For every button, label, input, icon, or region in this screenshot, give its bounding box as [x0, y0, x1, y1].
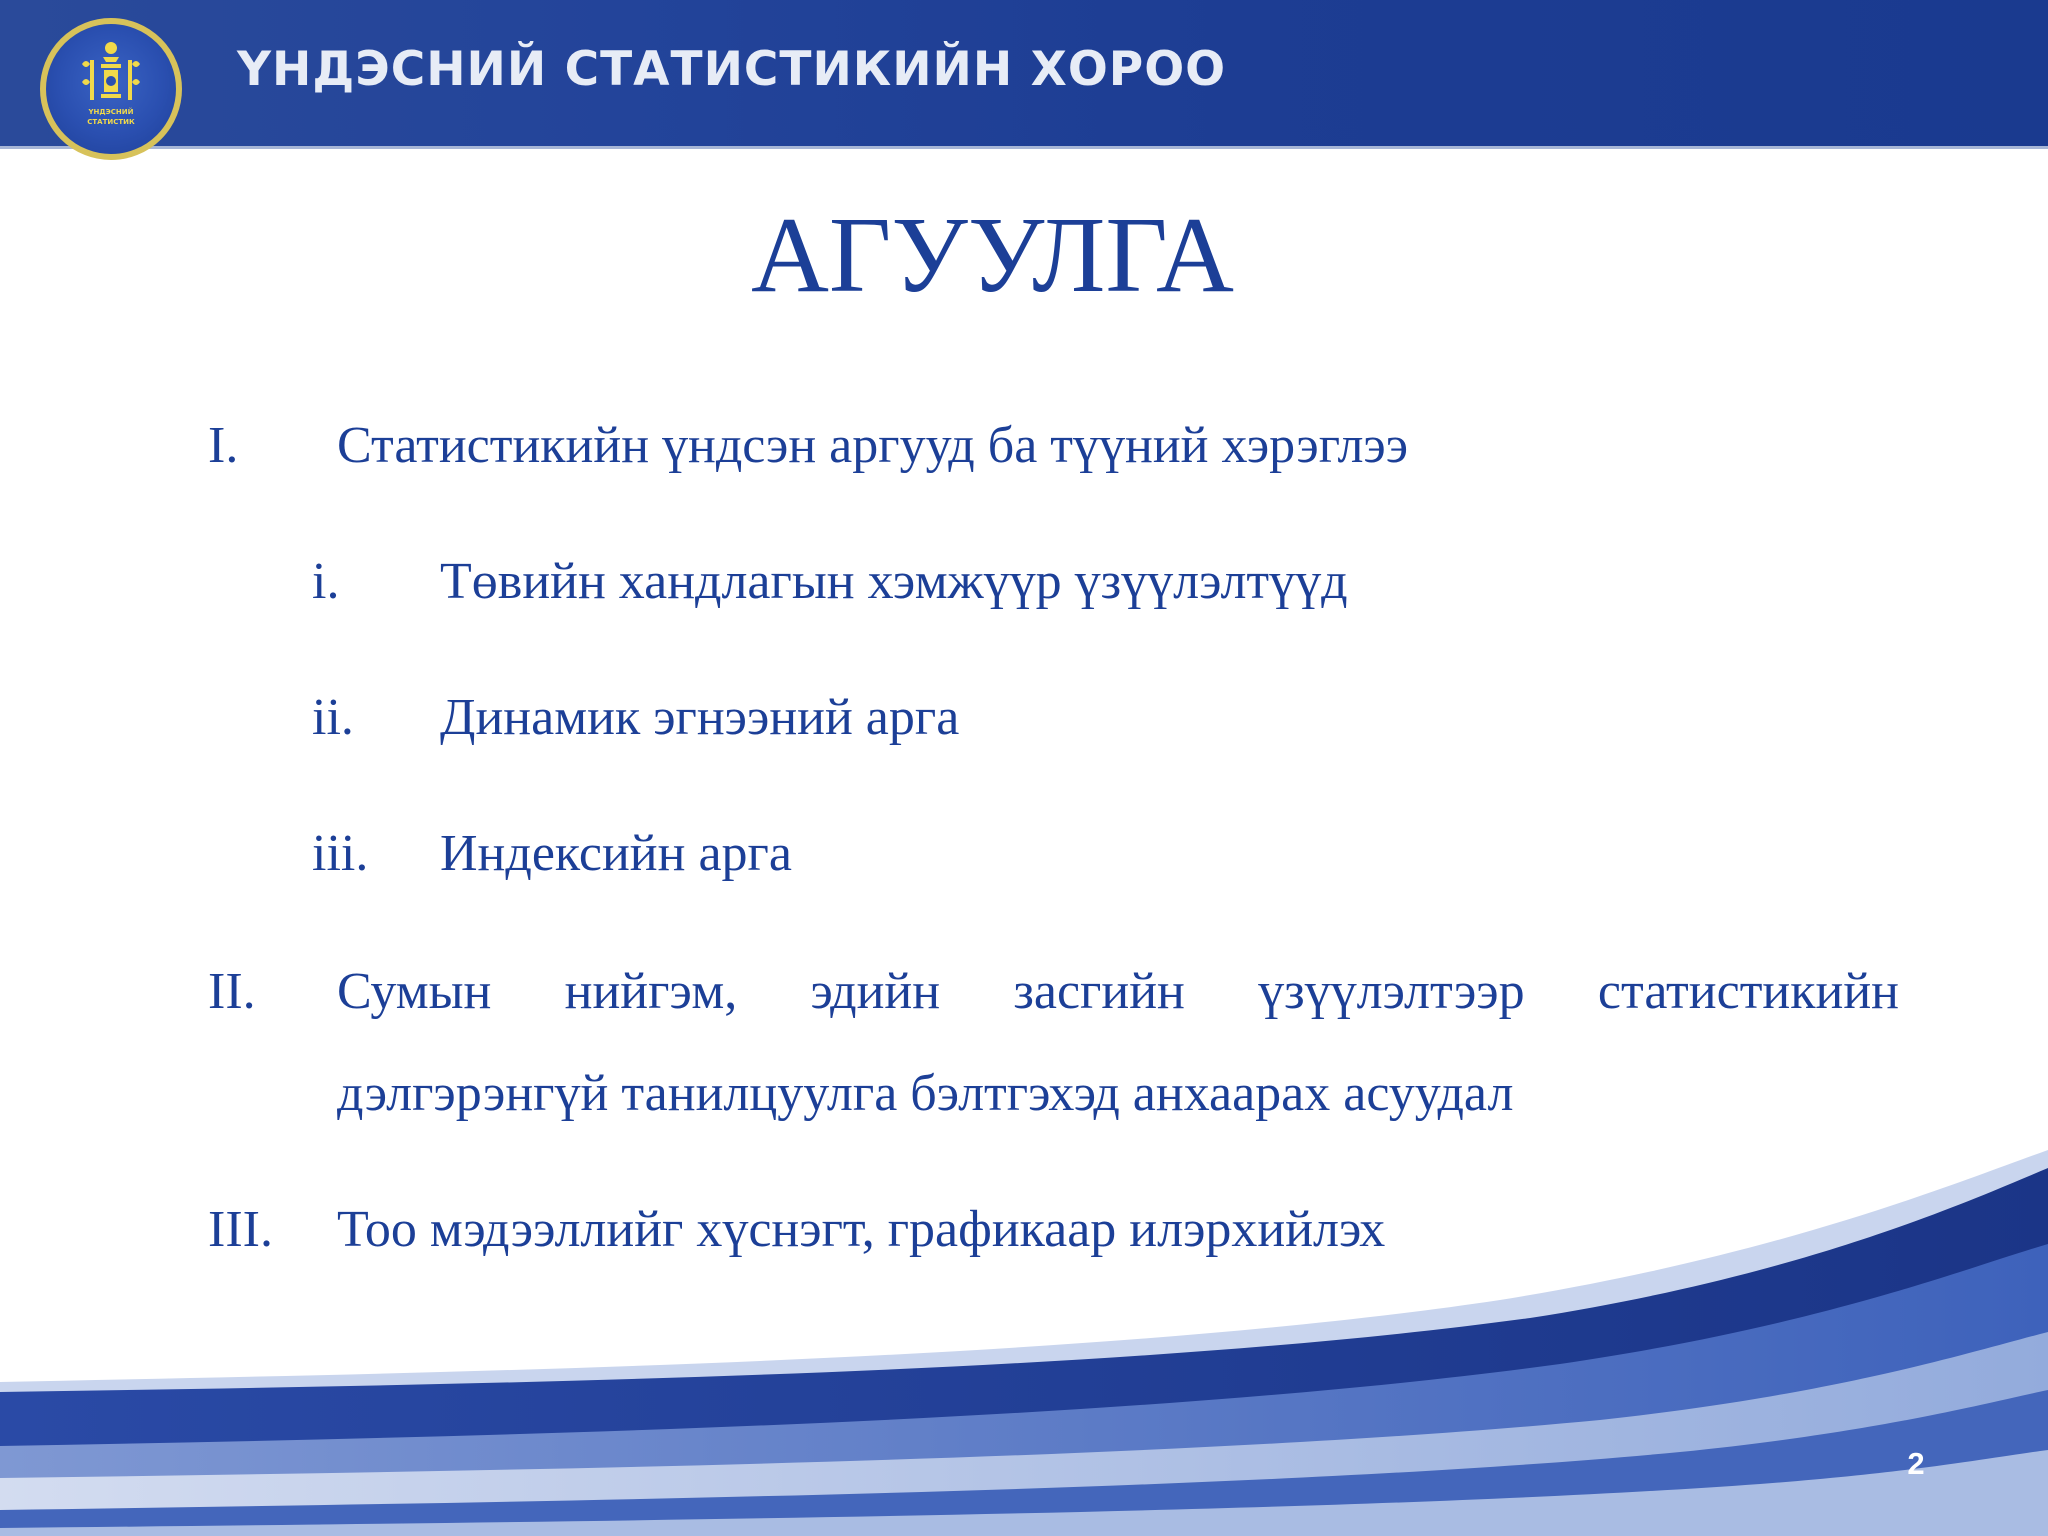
soyombo-icon	[46, 24, 176, 154]
slide-title: АГУУЛГА	[750, 196, 1235, 315]
logo-caption-line2: СТАТИСТИК	[87, 118, 135, 126]
organization-name: ҮНДЭСНИЙ СТАТИСТИКИЙН ХОРОО	[237, 42, 1227, 97]
item-marker: ii.	[312, 689, 354, 746]
item-text: Индексийн арга	[440, 825, 792, 882]
page-number: 2	[1907, 1446, 1925, 1481]
item-marker: III.	[208, 1201, 273, 1258]
item-text: Статистикийн үндсэн аргууд ба түүний хэрэглээ	[337, 417, 1409, 474]
item-text: Тоо мэдээллийг хүснэгт, графикаар илэрхийлэх	[337, 1201, 1386, 1258]
item-text-line1: Сумын нийгэм, эдийн засгийн үзүүлэлтээр статистикийн	[337, 963, 1899, 1020]
item-text: Төвийн хандлагын хэмжүүр үзүүлэлтүүд	[440, 553, 1348, 610]
item-text-line2: дэлгэрэнгүй танилцуулга бэлтгэхэд анхаарах асуудал	[337, 1065, 1514, 1122]
item-marker: II.	[208, 963, 256, 1020]
item-marker: i.	[312, 553, 340, 610]
item-marker: iii.	[312, 825, 369, 882]
item-text: Динамик эгнээний арга	[440, 689, 960, 746]
emblem-logo	[40, 18, 182, 160]
item-marker: I.	[208, 417, 239, 474]
logo-caption-line1: ҮНДЭСНИЙ	[88, 108, 134, 116]
